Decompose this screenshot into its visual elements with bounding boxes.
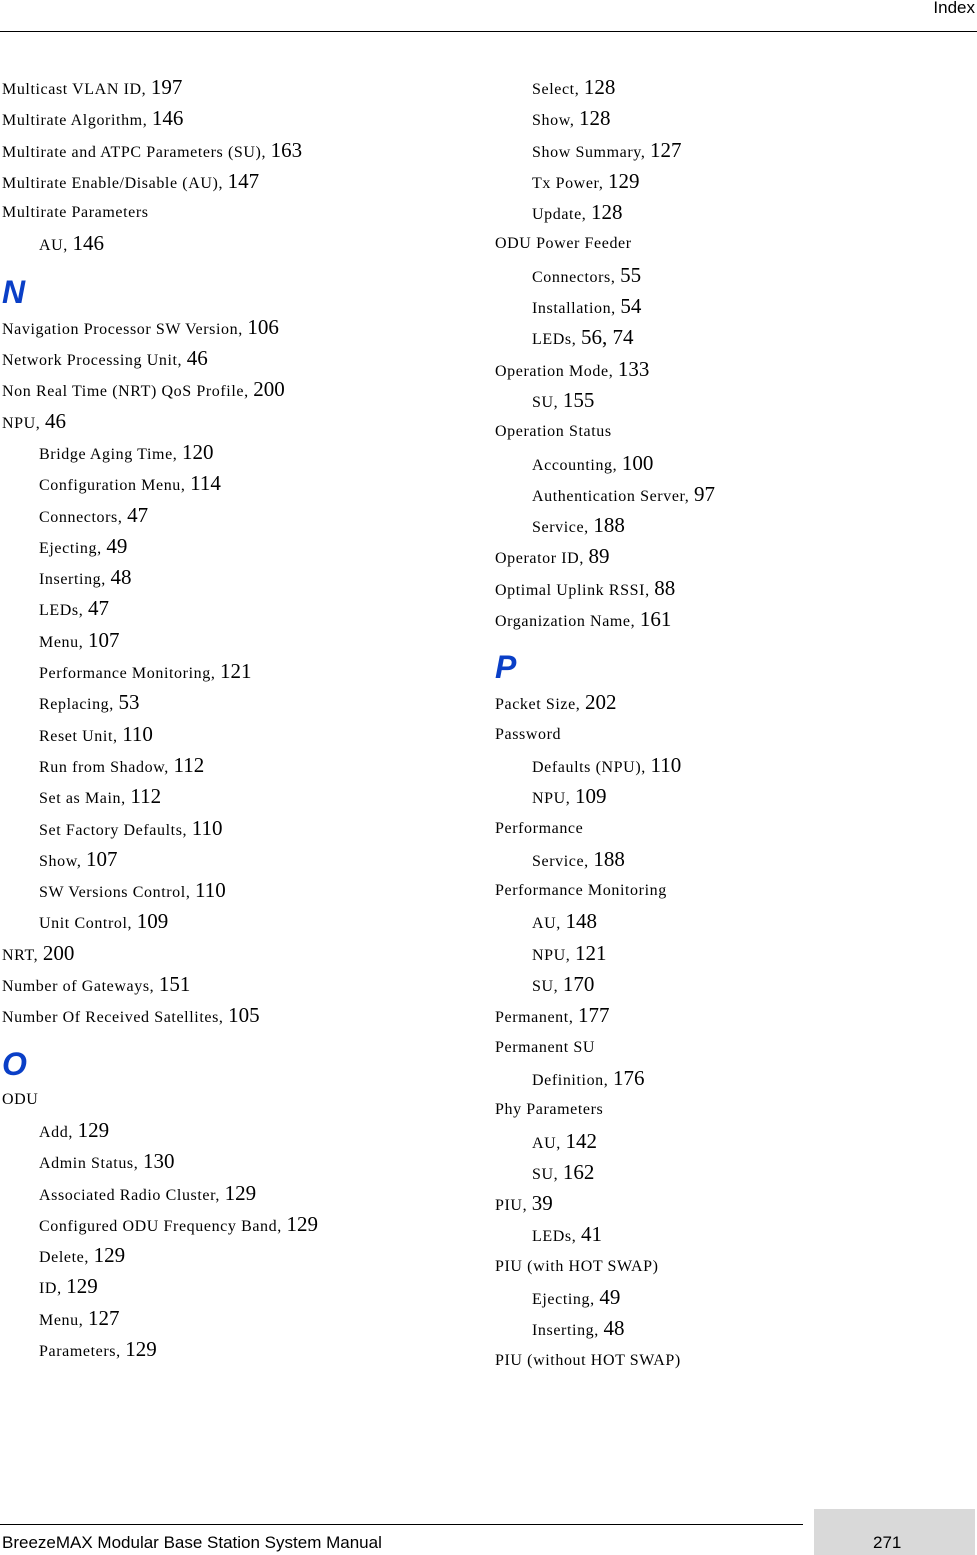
index-subentry (2, 562, 472, 593)
index-entry (2, 72, 472, 103)
index-subentry (495, 1313, 965, 1344)
index-subentry (2, 500, 472, 531)
index-subentry (2, 1334, 472, 1365)
entry-term: Show, (532, 112, 580, 130)
entry-page-ref[interactable]: 112 (130, 784, 162, 809)
index-subentry (495, 906, 965, 937)
index-subentry (2, 781, 472, 812)
index-subentry (495, 750, 965, 781)
entry-page-ref[interactable]: 127 (87, 1305, 120, 1330)
entry-page-ref[interactable]: 112 (173, 752, 205, 777)
entry-term: Multirate Enable/Disable (AU), (2, 174, 228, 192)
index-subentry (495, 72, 965, 103)
entry-page-ref[interactable]: 129 (224, 1180, 257, 1205)
entry-page-ref[interactable]: 47 (127, 502, 149, 527)
index-entry (2, 938, 472, 969)
entry-term: Parameters, (39, 1342, 126, 1360)
index-subentry (495, 510, 965, 541)
index-entry (495, 875, 965, 906)
section-letter: N (2, 273, 26, 310)
entry-term: Connectors, (532, 268, 621, 286)
entry-term: NPU, (2, 414, 46, 432)
entry-term: Replacing, (39, 696, 119, 714)
entry-term: Phy Parameters (495, 1101, 604, 1119)
index-entry (495, 813, 965, 844)
entry-term: Performance Monitoring (495, 882, 667, 900)
entry-term: Ejecting, (532, 1290, 600, 1308)
index-subentry (495, 103, 965, 134)
index-subentry (495, 1063, 965, 1094)
entry-term: PIU, (495, 1197, 532, 1215)
index-subentry (2, 625, 472, 656)
index-subentry (2, 1115, 472, 1146)
entry-page-ref[interactable]: 127 (650, 137, 682, 162)
entry-page-ref[interactable]: 110 (122, 721, 153, 746)
index-subentry (495, 166, 965, 197)
index-subentry (2, 228, 472, 259)
entry-term: Multirate Parameters (2, 204, 149, 222)
entry-page-ref[interactable]: 142 (565, 1128, 598, 1153)
index-entry (495, 604, 965, 635)
entry-page-ref[interactable]: 107 (87, 627, 120, 652)
entry-page-ref[interactable]: 46 (45, 408, 67, 433)
entry-term: NPU, (532, 790, 576, 808)
index-entry (2, 406, 472, 437)
index-subentry (2, 875, 472, 906)
index-subentry (2, 437, 472, 468)
entry-page-ref[interactable]: 110 (195, 878, 226, 903)
entry-page-ref[interactable]: 128 (591, 200, 623, 225)
entry-term: Set Factory Defaults, (39, 821, 192, 839)
entry-page-ref[interactable]: 56, 74 (580, 325, 634, 350)
index-entry (495, 1094, 965, 1125)
index-subentry (2, 687, 472, 718)
entry-term: Set as Main, (39, 790, 131, 808)
entry-page-ref[interactable]: 151 (158, 972, 191, 997)
entry-page-ref[interactable]: 148 (565, 909, 598, 934)
entry-page-ref[interactable]: 55 (620, 262, 642, 287)
index-subentry (2, 656, 472, 687)
entry-term: Run from Shadow, (39, 758, 174, 776)
index-subentry (495, 448, 965, 479)
entry-page-ref[interactable]: 54 (620, 294, 642, 319)
index-subentry (2, 531, 472, 562)
entry-term: Network Processing Unit, (2, 352, 187, 370)
entry-term: Inserting, (39, 571, 111, 589)
entry-page-ref[interactable]: 129 (93, 1243, 126, 1268)
entry-page-ref[interactable]: 121 (220, 659, 252, 684)
index-entry (495, 1000, 965, 1031)
section-letter: P (495, 649, 517, 686)
index-subentry (2, 906, 472, 937)
entry-term: Permanent, (495, 1009, 579, 1027)
entry-term: Associated Radio Cluster, (39, 1186, 225, 1204)
entry-page-ref[interactable]: 155 (562, 387, 595, 412)
entry-page-ref[interactable]: 130 (142, 1149, 175, 1174)
index-entry (2, 166, 472, 197)
entry-term: Configured ODU Frequency Band, (39, 1217, 287, 1235)
entry-page-ref[interactable]: 110 (191, 815, 223, 840)
index-entry (495, 228, 965, 259)
entry-term: PIU (with HOT SWAP) (495, 1257, 659, 1275)
index-entry (2, 1000, 472, 1031)
index-subentry (2, 593, 472, 624)
entry-term: Operation Status (495, 423, 612, 441)
index-entry (495, 354, 965, 385)
entry-term: NPU, (532, 946, 576, 964)
index-entry (495, 1188, 965, 1219)
entry-term: LEDs, (39, 602, 88, 620)
entry-page-ref[interactable]: 177 (578, 1003, 610, 1028)
footer-manual-title: BreezeMAX Modular Base Station System Manual (2, 1533, 382, 1552)
entry-term: ID, (39, 1280, 67, 1298)
entry-term: Accounting, (532, 456, 622, 474)
index-subentry (2, 1271, 472, 1302)
entry-page-ref[interactable]: 97 (694, 481, 716, 506)
entry-page-ref[interactable]: 200 (42, 940, 75, 965)
entry-term: Optimal Uplink RSSI, (495, 581, 655, 599)
entry-page-ref[interactable]: 200 (253, 377, 285, 402)
entry-term: Installation, (532, 300, 621, 318)
entry-page-ref[interactable]: 48 (603, 1316, 625, 1341)
entry-page-ref[interactable]: 188 (593, 846, 625, 871)
index-entry (495, 1251, 965, 1282)
entry-page-ref[interactable]: 106 (247, 314, 279, 339)
entry-term: Multicast VLAN ID, (2, 81, 151, 98)
entry-page-ref[interactable]: 161 (639, 607, 672, 632)
index-subentry (2, 468, 472, 499)
index-entry (495, 719, 965, 750)
entry-term: Defaults (NPU), (532, 758, 651, 776)
index-subentry (495, 385, 965, 416)
index-subentry (495, 969, 965, 1000)
entry-page-ref[interactable]: 128 (583, 75, 616, 99)
index-subentry (495, 1157, 965, 1188)
entry-page-ref[interactable]: 49 (599, 1284, 621, 1309)
entry-term: Delete, (39, 1249, 94, 1267)
entry-term: Organization Name, (495, 613, 640, 631)
index-entry (495, 1345, 965, 1376)
entry-page-ref[interactable]: 39 (531, 1191, 553, 1216)
entry-page-ref[interactable]: 176 (612, 1065, 645, 1090)
index-subentry (2, 1240, 472, 1271)
entry-term: SW Versions Control, (39, 884, 196, 902)
entry-page-ref[interactable]: 53 (118, 690, 140, 715)
index-subentry (495, 135, 965, 166)
entry-term: AU, (39, 237, 73, 255)
entry-term: SU, (532, 1165, 563, 1183)
entry-term: Configuration Menu, (39, 477, 191, 495)
running-header-title: Index (933, 0, 975, 17)
entry-term: Permanent SU (495, 1038, 596, 1056)
entry-term: NRT, (2, 946, 43, 964)
entry-term: Operator ID, (495, 550, 589, 568)
entry-page-ref[interactable]: 109 (136, 909, 169, 934)
entry-page-ref[interactable]: 170 (562, 972, 595, 997)
index-entry (2, 312, 472, 343)
index-entry (2, 103, 472, 134)
entry-term: LEDs, (532, 1228, 581, 1246)
index-subentry (495, 938, 965, 969)
entry-page-ref[interactable]: 147 (227, 168, 260, 193)
index-column-left (2, 72, 472, 1365)
entry-term: Performance (495, 819, 584, 837)
index-subentry (495, 479, 965, 510)
index-subentry (495, 197, 965, 228)
entry-term: Number of Gateways, (2, 978, 159, 996)
entry-term: PIU (without HOT SWAP) (495, 1351, 681, 1369)
index-subentry (495, 844, 965, 875)
entry-page-ref[interactable]: 129 (608, 168, 640, 193)
index-subentry (2, 750, 472, 781)
entry-term: Update, (532, 206, 592, 224)
entry-page-ref[interactable]: 46 (186, 346, 208, 371)
entry-page-ref[interactable]: 129 (125, 1336, 157, 1361)
entry-page-ref[interactable]: 129 (77, 1117, 110, 1142)
index-subentry (2, 719, 472, 750)
index-entry (2, 135, 472, 166)
entry-page-ref[interactable]: 110 (650, 752, 682, 777)
entry-term: Menu, (39, 633, 88, 651)
entry-page-ref[interactable]: 88 (654, 575, 676, 600)
index-column-right (495, 72, 965, 1376)
index-entry (495, 687, 965, 718)
index-entry (2, 343, 472, 374)
entry-page-ref[interactable]: 47 (87, 596, 109, 621)
entry-term: SU, (532, 978, 563, 996)
entry-term: Multirate and ATPC Parameters (SU), (2, 143, 271, 161)
index-entry (2, 969, 472, 1000)
entry-term: Password (495, 725, 562, 743)
entry-page-ref[interactable]: 129 (66, 1274, 98, 1299)
index-subentry (2, 844, 472, 875)
entry-term: Bridge Aging Time, (39, 445, 182, 463)
entry-term: ODU Power Feeder (495, 235, 632, 253)
entry-term: Navigation Processor SW Version, (2, 320, 248, 338)
entry-term: Definition, (532, 1071, 613, 1089)
entry-term: Packet Size, (495, 696, 585, 714)
index-subentry (495, 291, 965, 322)
entry-term: Menu, (39, 1311, 88, 1329)
entry-term: Multirate Algorithm, (2, 112, 152, 130)
entry-term: Inserting, (532, 1322, 604, 1340)
page-number: 271 (873, 1533, 902, 1552)
entry-term: SU, (532, 393, 563, 411)
entry-term: LEDs, (532, 331, 581, 349)
index-entry (495, 541, 965, 572)
index-entry (495, 1032, 965, 1063)
entry-term: Admin Status, (39, 1155, 143, 1173)
entry-page-ref[interactable]: 121 (575, 940, 607, 965)
index-subentry (2, 1303, 472, 1334)
entry-page-ref[interactable]: 120 (181, 439, 214, 464)
entry-term: AU, (532, 1134, 566, 1152)
entry-term: ODU (2, 1090, 39, 1108)
entry-page-ref[interactable]: 109 (575, 784, 607, 809)
footer-rule (0, 1524, 803, 1525)
index-subentry (495, 781, 965, 812)
entry-page-ref[interactable]: 100 (621, 450, 654, 475)
entry-term: Ejecting, (39, 539, 107, 557)
index-subentry (495, 1219, 965, 1250)
section-letter: O (2, 1045, 27, 1082)
index-subentry (495, 1282, 965, 1313)
index-subentry (2, 1209, 472, 1240)
index-entry (495, 573, 965, 604)
entry-term: Show, (39, 852, 87, 870)
index-entry (2, 1084, 472, 1115)
header-rule (0, 31, 977, 32)
index-subentry (2, 1178, 472, 1209)
entry-page-ref[interactable]: 162 (562, 1159, 595, 1184)
entry-term: Connectors, (39, 508, 128, 526)
entry-page-ref[interactable]: 202 (585, 690, 617, 715)
entry-term: Add, (39, 1123, 78, 1141)
entry-term: Operation Mode, (495, 362, 618, 380)
entry-page-ref[interactable]: 114 (190, 471, 221, 496)
index-entry (2, 197, 472, 228)
index-entry (495, 416, 965, 447)
entry-term: Authentication Server, (532, 487, 695, 505)
entry-page-ref[interactable]: 41 (580, 1222, 602, 1247)
entry-page-ref[interactable]: 163 (270, 137, 303, 162)
entry-term: Show Summary, (532, 143, 651, 161)
entry-page-ref[interactable]: 197 (150, 75, 183, 99)
index-subentry (2, 813, 472, 844)
entry-term: Tx Power, (532, 174, 609, 192)
entry-term: Number Of Received Satellites, (2, 1009, 229, 1027)
entry-page-ref[interactable]: 49 (106, 533, 128, 558)
entry-term: Select, (532, 81, 584, 98)
entry-term: Performance Monitoring, (39, 665, 221, 683)
entry-term: Service, (532, 519, 594, 537)
entry-page-ref[interactable]: 146 (72, 231, 105, 256)
entry-page-ref[interactable]: 128 (579, 106, 611, 131)
index-subentry (495, 322, 965, 353)
entry-page-ref[interactable]: 133 (617, 356, 650, 381)
entry-page-ref[interactable]: 105 (228, 1003, 260, 1028)
entry-page-ref[interactable]: 146 (151, 106, 184, 131)
entry-page-ref[interactable]: 129 (286, 1211, 318, 1236)
entry-term: Non Real Time (NRT) QoS Profile, (2, 383, 254, 401)
entry-page-ref[interactable]: 188 (593, 513, 625, 538)
index-subentry (495, 1126, 965, 1157)
index-subentry (2, 1146, 472, 1177)
entry-term: Reset Unit, (39, 727, 123, 745)
entry-term: Service, (532, 852, 594, 870)
index-entry (2, 374, 472, 405)
entry-term: AU, (532, 915, 566, 933)
entry-term: Unit Control, (39, 915, 137, 933)
entry-page-ref[interactable]: 89 (588, 544, 610, 569)
entry-page-ref[interactable]: 107 (86, 846, 118, 871)
entry-page-ref[interactable]: 48 (110, 565, 132, 590)
index-subentry (495, 260, 965, 291)
